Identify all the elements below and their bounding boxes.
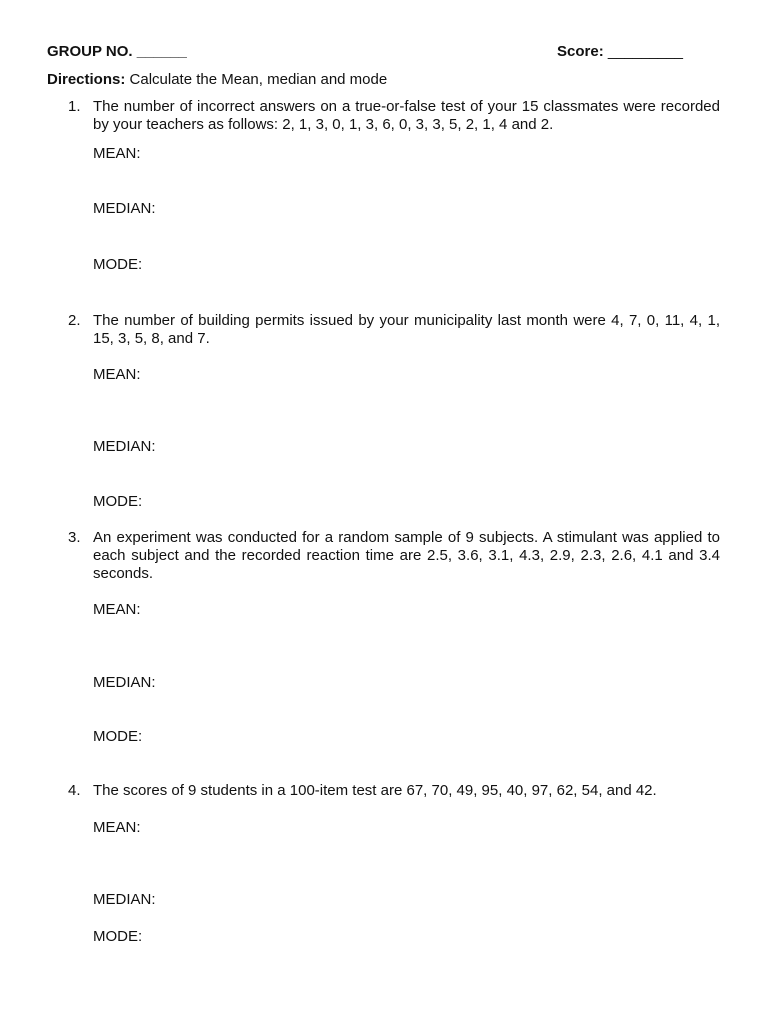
mode-label: MODE: [93, 493, 143, 510]
score-line [557, 43, 683, 61]
question-number: 2. [68, 312, 81, 329]
question-text: The scores of 9 students in a 100-item test are 67, 70, 49, 95, 40, 97, 62, 54, and 42. [93, 782, 657, 799]
directions [47, 71, 387, 89]
median-label: MEDIAN: [93, 674, 156, 691]
score-label: Score: [557, 43, 604, 60]
group-number-blank[interactable]: ______ [136, 43, 187, 60]
group-number-line [47, 43, 187, 61]
mode-label: MODE: [93, 928, 143, 945]
median-label: MEDIAN: [93, 200, 156, 217]
directions-text: Calculate the Mean, median and mode [129, 71, 388, 88]
score-blank[interactable]: _________ [607, 43, 683, 60]
directions-label: Directions: [47, 71, 126, 88]
mean-label: MEAN: [93, 366, 141, 383]
question-number: 4. [68, 782, 81, 799]
mean-label: MEAN: [93, 819, 141, 836]
question-text: An experiment was conducted for a random sample of 9 subjects. A stimulant was applied to each subject and the recorded reaction time are 2.5, 3.6, 3.1, 4.3, 2.9, 2.3, 2.6, 4.1 and 3.4 seconds. [93, 529, 720, 582]
median-label: MEDIAN: [93, 891, 156, 908]
mode-label: MODE: [93, 256, 143, 273]
question-text: The number of incorrect answers on a true-or-false test of your 15 classmates were recorded by your teachers as follows: 2, 1, 3, 0, 1, 3, 6, 0, 3, 3, 5, 2, 1, 4 and 2. [93, 98, 720, 133]
group-number-label: GROUP NO. [47, 43, 133, 60]
mean-label: MEAN: [93, 601, 141, 618]
median-label: MEDIAN: [93, 438, 156, 455]
question-number: 3. [68, 529, 81, 546]
question-number: 1. [68, 98, 81, 115]
mode-label: MODE: [93, 728, 143, 745]
mean-label: MEAN: [93, 145, 141, 162]
question-text: The number of building permits issued by your municipality last month were 4, 7, 0, 11, 4, 1, 15, 3, 5, 8, and 7. [93, 312, 720, 347]
